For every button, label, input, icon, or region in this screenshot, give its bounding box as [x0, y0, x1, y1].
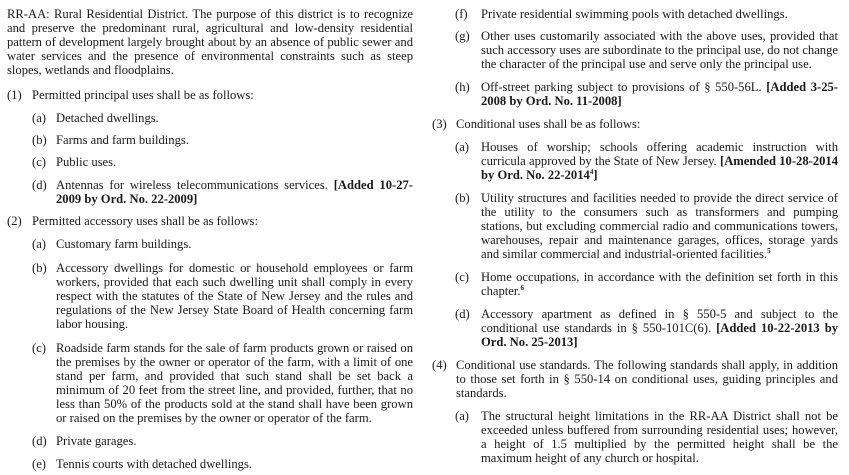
- s3-item-d-text: Accessory apartment as defined in § 550-5 and subject to the conditional use standards in § 550-101C(6).: [481, 307, 838, 335]
- district-intro: RR-AA: Rural Residential District. The purpose of this district is to recognize and preserve the predominant rural, agricultural and low-density residential pattern of development largely brought about by an absence of public sewer and water services and the presence of environmental constraints such as steep slopes, wetlands and floodplains.: [7, 7, 413, 77]
- s2-item-g: Other uses customarily associated with the above uses, provided that such accessory uses are subordinate to the principal use, do not change the character of the principal use and serve only the principal use.: [481, 29, 838, 71]
- s2-item-h-amendment: [Added 3-25-2008 by Ord. No. 11-2008]: [481, 80, 838, 108]
- s1-item-c: Public uses.: [56, 155, 117, 169]
- section-4-label: (4): [432, 358, 447, 372]
- s3-item-a-note-end: ]: [593, 168, 598, 182]
- s3-item-b: [481, 191, 838, 261]
- s2-item-f-label: (f): [455, 7, 468, 21]
- s3-item-c-label: (c): [455, 270, 469, 284]
- footnote-4: 4: [589, 168, 594, 176]
- s1-item-d-amendment: [Added 10-27-2009 by Ord. No. 22-2009]: [56, 178, 413, 206]
- section-2-label: (2): [7, 214, 22, 228]
- s2-item-a-label: (a): [32, 237, 46, 251]
- s2-item-d-label: (d): [32, 434, 47, 448]
- s3-item-b-text: Utility structures and facilities needed to provide the direct service of the utility to the consumers such as transformers and pumping stations, but excluding commercial radio and communications towers, warehouses, repair and maintenance garages, offices, storage yards and similar commercial and industrial-oriented facilities.: [481, 191, 838, 261]
- s1-item-b: Farms and farm buildings.: [56, 133, 189, 147]
- s3-item-d: [481, 307, 838, 349]
- s2-item-h-label: (h): [455, 80, 470, 94]
- s1-item-d: [56, 178, 413, 206]
- section-2-heading: Permitted accessory uses shall be as follows:: [32, 214, 258, 228]
- footnote-5: 5: [767, 247, 771, 255]
- s3-item-d-amendment: [Added 10-22-2013 by Ord. No. 25-2013]: [481, 321, 838, 349]
- s1-item-a-label: (a): [32, 111, 46, 125]
- s1-item-d-label: (d): [32, 178, 47, 192]
- s3-item-a-text: Houses of worship; schools offering academic instruction with curricula approved by the State of New Jersey.: [481, 140, 838, 168]
- s1-item-d-text: Antennas for wireless telecommunications services.: [56, 178, 328, 192]
- s3-item-a-label: (a): [455, 140, 469, 154]
- footnote-6: 6: [520, 284, 525, 292]
- section-3-heading: Conditional uses shall be as follows:: [456, 117, 641, 131]
- s4-item-a-label: (a): [455, 409, 469, 423]
- section-4-text: Conditional use standards. The following standards shall apply, in addition to those set forth in § 550-14 on conditional uses, guiding principles and standards.: [456, 358, 838, 400]
- section-1-heading: Permitted principal uses shall be as follows:: [32, 88, 254, 102]
- s1-item-c-label: (c): [32, 155, 46, 169]
- s2-item-b-label: (b): [32, 261, 47, 275]
- section-3-label: (3): [432, 117, 447, 131]
- s2-item-c: Roadside farm stands for the sale of farm products grown or raised on the premises by the owner or operator of the farm, with a limit of one stand per farm, and provided that such stand shall be set back a minimum of 20 feet from the street line, and provided, further, that no less than 50% of the products sold at the stand shall have been grown or raised on the premises by the owner or operator of the farm.: [56, 341, 413, 425]
- section-1-label: (1): [7, 88, 22, 102]
- s3-item-a: [481, 140, 838, 182]
- s3-item-c-text: Home occupations, in accordance with the definition set forth in this chapter.: [481, 270, 838, 298]
- s2-item-h: [481, 80, 838, 108]
- s2-item-d: Private garages.: [56, 434, 137, 448]
- s3-item-c: [481, 270, 838, 298]
- s1-item-b-label: (b): [32, 133, 47, 147]
- s2-item-f: Private residential swimming pools with detached dwellings.: [481, 7, 788, 21]
- s3-item-b-label: (b): [455, 191, 470, 205]
- s2-item-g-label: (g): [455, 29, 470, 43]
- s2-item-a: Customary farm buildings.: [56, 237, 192, 251]
- s2-item-e: Tennis courts with detached dwellings.: [56, 457, 253, 471]
- s4-item-a: The structural height limitations in the RR-AA District shall not be exceeded unless buffered from surrounding residential uses; however, a height of 1.5 multiplied by the permitted height shall be the maximum height of any church or hospital.: [481, 409, 838, 465]
- s1-item-a: Detached dwellings.: [56, 111, 159, 125]
- s2-item-c-label: (c): [32, 341, 46, 355]
- s2-item-e-label: (e): [32, 457, 46, 471]
- s2-item-h-text: Off-street parking subject to provisions of § 550-56L.: [481, 80, 762, 94]
- s3-item-a-note: [Amended 10-28-2014 by Ord. No. 22-2014: [481, 154, 839, 182]
- s3-item-d-label: (d): [455, 307, 470, 321]
- s2-item-b: Accessory dwellings for domestic or household employees or farm workers, provided that each such dwelling unit shall comply in every respect with the statutes of the State of New Jersey and the rules and regulations of the New Jersey State Board of Health concerning farm labor housing.: [56, 261, 413, 331]
